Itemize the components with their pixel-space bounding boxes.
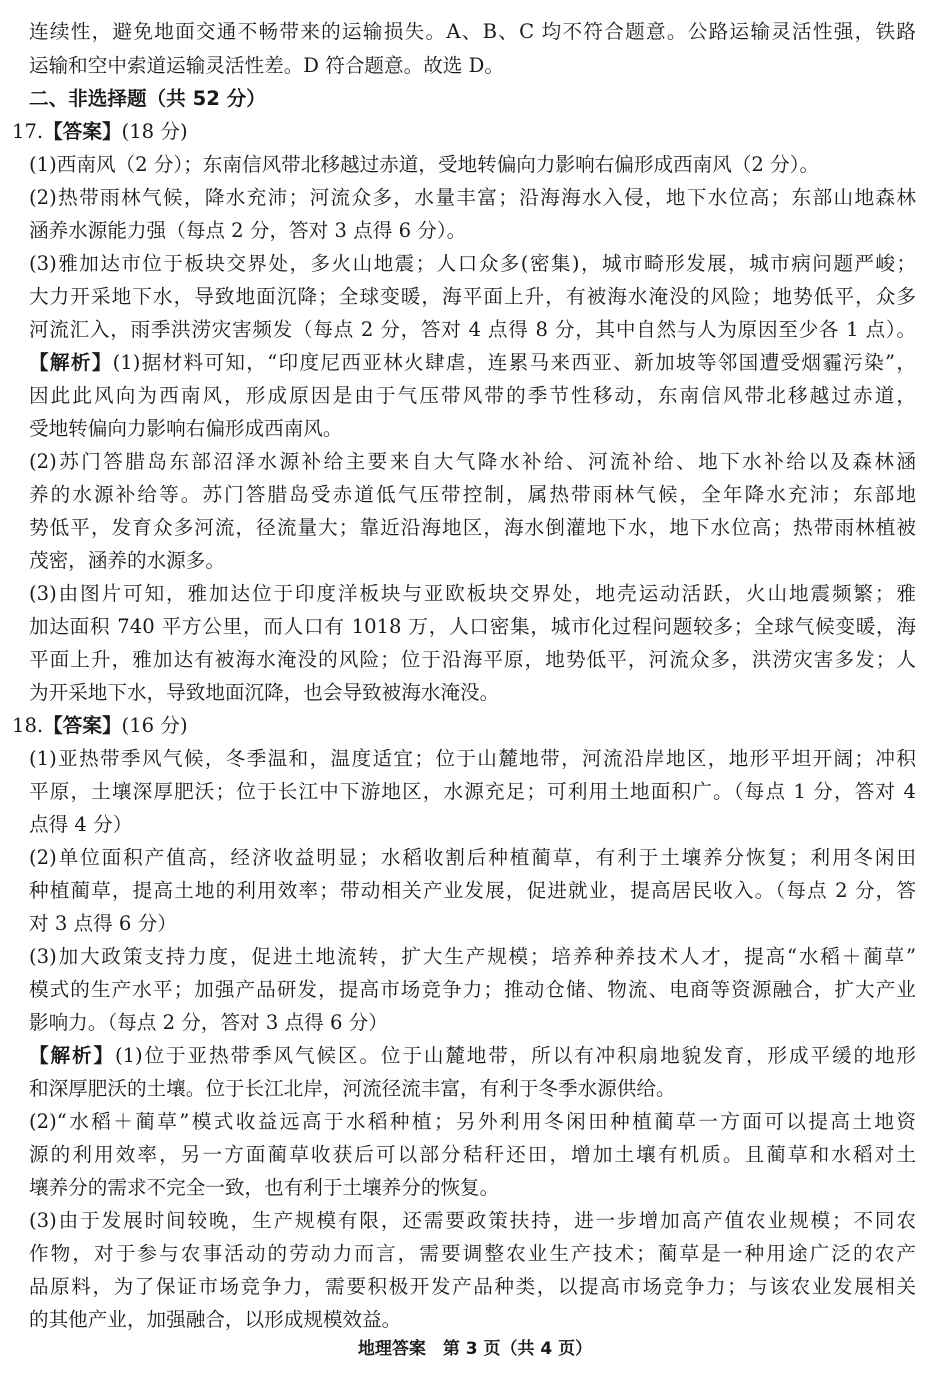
- text-line: 作物，对于参与农事活动的劳动力而言，需要调整农业生产技术；蔺草是一种用途广泛的农产: [29, 1242, 916, 1265]
- answer-tag: 【答案】: [43, 714, 122, 737]
- text-line: (1)亚热带季风气候，冬季温和，温度适宜；位于山麓地带，河流沿岸地区，地形平坦开阔；冲积: [29, 747, 916, 770]
- text-line: 模式的生产水平；加强产品研发，提高市场竞争力；推动仓储、物流、电商等资源融合，扩大产业: [29, 978, 916, 1001]
- question-18-header: [12, 711, 188, 741]
- text-line: (2)苏门答腊岛东部沼泽水源补给主要来自大气降水补给、河流补给、地下水补给以及森林涵: [29, 450, 916, 473]
- text-line: 为开采地下水，导致地面沉降，也会导致被海水淹没。: [29, 681, 500, 704]
- score: (16 分): [121, 714, 188, 737]
- text-line: 茂密，涵养的水源多。: [29, 549, 225, 572]
- text-line: 平原，土壤深厚肥沃；位于长江中下游地区，水源充足；可利用土地面积广。（每点 1 分，答对 4: [29, 780, 916, 803]
- text-line: 平面上升，雅加达有被海水淹没的风险；位于沿海平原，地势低平，河流众多，洪涝灾害多发；人: [29, 648, 916, 671]
- question-number: 18.: [12, 714, 44, 737]
- text-line: 和深厚肥沃的土壤。位于长江北岸，河流径流丰富，有利于冬季水源供给。: [29, 1077, 676, 1100]
- text-line: (3)由于发展时间较晚，生产规模有限，还需要政策扶持，进一步增加高产值农业规模；不同农: [29, 1209, 916, 1232]
- text-line: 运输和空中索道运输灵活性差。D 符合题意。故选 D。: [29, 54, 504, 77]
- page-footer: 地理答案 第 3 页（共 4 页）: [357, 1339, 593, 1359]
- analysis-line: 【解析】(1)位于亚热带季风气候区。位于山麓地带，所以有冲积扇地貌发育，形成平缓的地形: [29, 1044, 917, 1067]
- text-line: 河流汇入，雨季洪涝灾害频发（每点 2 分，答对 4 点得 8 分，其中自然与人为原因至少各 1 点）。: [29, 318, 916, 341]
- text-line: 源的利用效率，另一方面蔺草收获后可以部分秸秆还田，增加土壤有机质。且蔺草和水稻对土: [29, 1143, 916, 1166]
- text-line: 涵养水源能力强（每点 2 分，答对 3 点得 6 分）。: [29, 219, 467, 242]
- text-line: 种植蔺草，提高土地的利用效率；带动相关产业发展，促进就业，提高居民收入。（每点 2 分，答: [29, 879, 916, 902]
- text-line: (3)雅加达市位于板块交界处，多火山地震；人口众多(密集)，城市畸形发展，城市病问题严峻；: [29, 252, 916, 275]
- text-line: 点得 4 分）: [29, 813, 133, 836]
- text-line: 势低平，发育众多河流，径流量大；靠近沿海地区，海水倒灌地下水，地下水位高；热带雨林植被: [29, 516, 916, 539]
- text-line: (3)由图片可知，雅加达位于印度洋板块与亚欧板块交界处，地壳运动活跃，火山地震频繁；雅: [29, 582, 916, 605]
- text-line: 对 3 点得 6 分）: [29, 912, 177, 935]
- text-line: 壤养分的需求不完全一致，也有利于土壤养分的恢复。: [29, 1176, 500, 1199]
- section-heading: 二、非选择题（共 52 分）: [29, 87, 266, 110]
- text-line: (1)西南风（2 分）；东南信风带北移越过赤道，受地转偏向力影响右偏形成西南风（2 分）。: [29, 153, 820, 176]
- text-line: 影响力。（每点 2 分，答对 3 点得 6 分）: [29, 1011, 388, 1034]
- question-17-header: [12, 117, 188, 147]
- analysis-tag: 【解析】: [29, 1044, 115, 1067]
- text-line: 受地转偏向力影响右偏形成西南风。: [29, 417, 343, 440]
- text-line: (2)单位面积产值高，经济收益明显；水稻收割后种植蔺草，有利于土壤养分恢复；利用冬闲田: [29, 846, 916, 869]
- text-line: 的其他产业，加强融合，以形成规模效益。: [29, 1308, 402, 1331]
- answer-tag: 【答案】: [43, 120, 122, 143]
- text-line: 连续性，避免地面交通不畅带来的运输损失。A、B、C 均不符合题意。公路运输灵活性强，铁路: [29, 20, 916, 43]
- analysis-tag: 【解析】: [29, 351, 113, 374]
- text-line: 品原料，为了保证市场竞争力，需要积极开发产品种类，以提高市场竞争力；与该农业发展相关: [29, 1275, 916, 1298]
- question-number: 17.: [12, 120, 44, 143]
- text-line: 加达面积 740 平方公里，而人口有 1018 万，人口密集，城市化过程问题较多；全球气候变暖，海: [29, 615, 916, 638]
- text-line: (3)加大政策支持力度，促进土地流转，扩大生产规模；培养种养技术人才，提高“水稻＋蔺草”: [29, 945, 916, 968]
- analysis-line: 【解析】(1)据材料可知，“印度尼西亚林火肆虐，连累马来西亚、新加坡等邻国遭受烟霾污染”，: [29, 351, 916, 374]
- text-line: 养的水源补给等。苏门答腊岛受赤道低气压带控制，属热带雨林气候，全年降水充沛；东部地: [29, 483, 916, 506]
- text-line: (2)“水稻＋蔺草”模式收益远高于水稻种植；另外利用冬闲田种植蔺草一方面可以提高土地资: [29, 1110, 916, 1133]
- text-line: (2)热带雨林气候，降水充沛；河流众多，水量丰富；沿海海水入侵，地下水位高；东部山地森林: [29, 186, 916, 209]
- text-line: 大力开采地下水，导致地面沉降；全球变暖，海平面上升，有被海水淹没的风险；地势低平，众多: [29, 285, 916, 308]
- text-line: 因此此风向为西南风，形成原因是由于气压带风带的季节性移动，东南信风带北移越过赤道，: [29, 384, 916, 407]
- score: (18 分): [121, 120, 188, 143]
